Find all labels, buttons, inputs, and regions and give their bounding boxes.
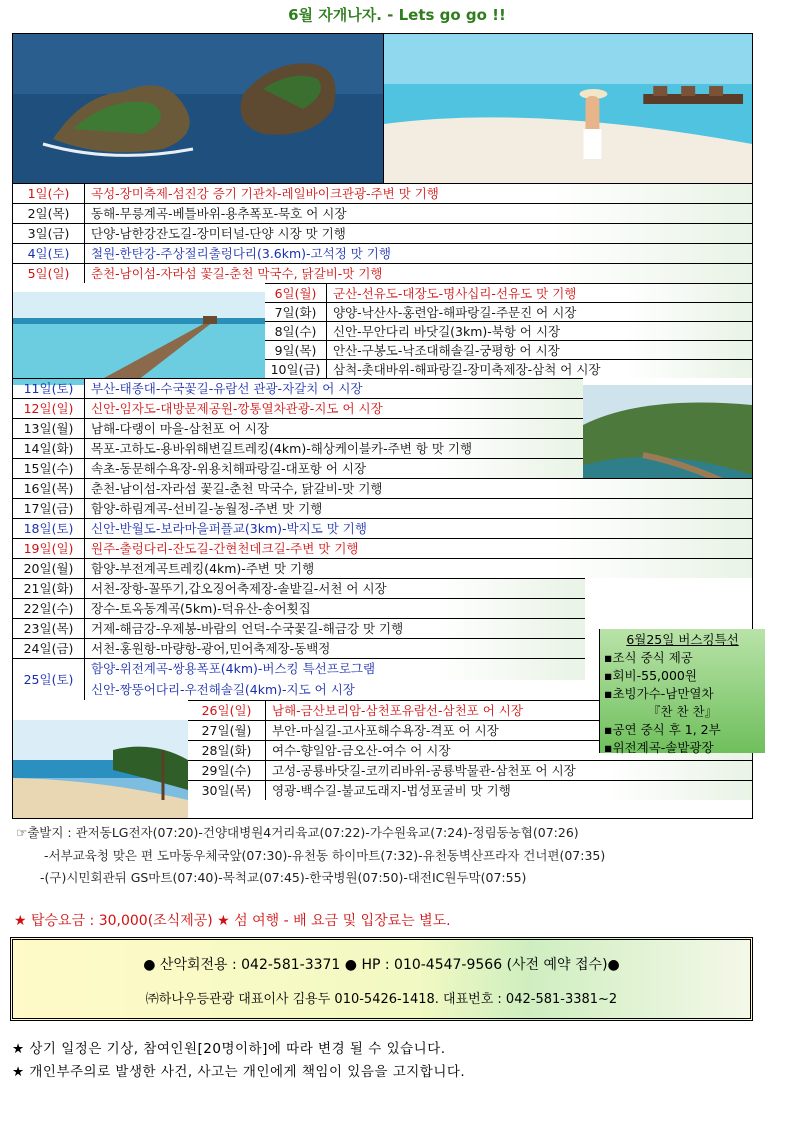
schedule-itinerary: 삼척-촛대바위-해파랑길-장미축제장-삼척 어 시장 <box>327 360 752 378</box>
schedule-day: 9일(목) <box>265 341 327 359</box>
schedule-row <box>13 638 585 658</box>
schedule-itinerary: 춘천-남이섬-자라섬 꽃길-춘천 막국수, 닭갈비-맛 기행 <box>85 264 752 283</box>
schedule-day: 26일(일) <box>188 701 266 720</box>
schedule-day: 28일(화) <box>188 741 266 760</box>
schedule-itinerary: 서천-장항-꼴뚜기,갑오징어축제장-솔밭길-서천 어 시장 <box>85 579 585 598</box>
schedule-day: 6일(월) <box>265 284 327 302</box>
schedule-day: 1일(수) <box>13 184 85 203</box>
company-line: ㈜하나우등관광 대표이사 김용두 010-5426-1418. 대표번호 : 042-581-3381~2 <box>145 992 618 1007</box>
schedule-day: 4일(토) <box>13 244 85 263</box>
busking-special-box <box>599 629 765 753</box>
schedule-itinerary: 부안-마실길-고사포해수욕장-격포 어 시장 <box>266 721 752 740</box>
fare-note: ★ 탑승요금 : 30,000(조식제공) ★ 섬 여행 - 배 요금 및 입장료는 별도. <box>14 913 451 929</box>
schedule-day: 22일(수) <box>13 599 85 618</box>
schedule-itinerary: 춘천-남이섬-자라섬 꽃길-춘천 막국수, 닭갈비-맛 기행 <box>85 479 752 498</box>
schedule-row <box>13 183 752 203</box>
schedule-day: 27일(월) <box>188 721 266 740</box>
schedule-row <box>265 283 752 302</box>
beach-woman-photo <box>383 34 752 183</box>
departure-line-2: -서부교육청 맞은 편 도마동우체국앞(07:30)-유천동 하이마트(7:32)-유천동벽산프라자 건너편(07:35) <box>44 848 606 863</box>
schedule-itinerary: 함양-하림계곡-선비길-농월정-주변 맛 기행 <box>85 499 752 518</box>
busking-line: ▪위전계곡-솔밭광장 <box>604 740 714 755</box>
pier-photo <box>13 292 265 385</box>
schedule-itinerary: 동해-무릉계곡-베틀바위-용추폭포-묵호 어 시장 <box>85 204 752 223</box>
schedule-itinerary: 고성-공룡바닷길-코끼리바위-공룡박물관-삼천포 어 시장 <box>266 761 752 780</box>
schedule-itinerary: 안산-구봉도-낙조대해솔길-궁평항 어 시장 <box>327 341 752 359</box>
schedule-day: 5일(일) <box>13 264 85 283</box>
islands-photo <box>13 34 383 183</box>
schedule-row <box>13 658 585 700</box>
schedule-day: 21일(화) <box>13 579 85 598</box>
schedule-itinerary: 남해-다랭이 마을-삼천포 어 시장 <box>85 419 583 438</box>
schedule-day: 18일(토) <box>13 519 85 538</box>
busking-line: ▪회비-55,000원 <box>604 668 697 683</box>
schedule-table <box>12 33 753 819</box>
footer-notice-2: ★ 개인부주의로 발생한 사건, 사고는 개인에게 책임이 있음을 고지합니다. <box>12 1064 466 1080</box>
schedule-row <box>13 243 752 263</box>
schedule-row <box>265 302 752 321</box>
schedule-itinerary: 목포-고하도-용바위해변길트레킹(4km)-해상케이블카-주변 항 맛 기행 <box>85 439 583 458</box>
busking-line: ▪공연 중식 후 1, 2부 <box>604 722 721 737</box>
schedule-row <box>13 478 752 498</box>
palm-beach-photo <box>13 720 188 818</box>
busking-heading: 6월25일 버스킹특선 <box>626 632 739 647</box>
schedule-row <box>13 578 585 598</box>
schedule-day: 10일(금) <box>265 360 327 378</box>
footer-notice-1: ★ 상기 일정은 기상, 참여인원[20명이하]에 따라 변경 될 수 있습니다. <box>12 1041 446 1057</box>
schedule-row <box>265 359 752 378</box>
schedule-itinerary: 영광-백수길-불교도래지-법성포굴비 맛 기행 <box>266 781 752 800</box>
schedule-day: 24일(금) <box>13 639 85 658</box>
page-title: 6월 자개나자. - Lets go go !! <box>288 6 506 24</box>
schedule-day: 29일(수) <box>188 761 266 780</box>
schedule-row <box>13 538 752 558</box>
schedule-row <box>13 418 583 438</box>
schedule-day: 25일(토) <box>13 659 85 700</box>
schedule-day: 17일(금) <box>13 499 85 518</box>
schedule-row <box>13 458 583 478</box>
schedule-itinerary: 부산-태종대-수국꽃길-유람선 관광-자갈치 어 시장 <box>85 379 583 398</box>
schedule-itinerary: 남해-금산보리암-삼천포유람선-삼천포 어 시장 <box>266 701 752 720</box>
schedule-day: 30일(목) <box>188 781 266 800</box>
schedule-day: 3일(금) <box>13 224 85 243</box>
contact-phone-line: ● 산악회전용 : 042-581-3371 ● HP : 010-4547-9566 (사전 예약 접수)● <box>143 957 620 973</box>
schedule-day: 12일(일) <box>13 399 85 418</box>
departure-line-1: ☞출발지 : 관저동LG전자(07:20)-건양대병원4거리육교(07:22)-가수원육교(7:24)-정림동농협(07:26) <box>16 825 579 840</box>
schedule-row <box>188 760 752 780</box>
schedule-day: 16일(목) <box>13 479 85 498</box>
busking-line: ▪조식 중식 제공 <box>604 650 693 665</box>
schedule-row <box>13 263 752 283</box>
schedule-day: 7일(화) <box>265 303 327 321</box>
schedule-row <box>13 598 585 618</box>
schedule-day: 13일(월) <box>13 419 85 438</box>
schedule-itinerary: 서천-홍원항-마량항-광어,민어축제장-동백정 <box>85 639 585 658</box>
schedule-itinerary: 거제-해금강-우제봉-바람의 언덕-수국꽃길-해금강 맛 기행 <box>85 619 585 638</box>
schedule-itinerary: 신안-무안다리 바닷길(3km)-북항 어 시장 <box>327 322 752 340</box>
contact-box <box>10 937 753 1021</box>
schedule-day: 23일(목) <box>13 619 85 638</box>
schedule-row <box>13 398 583 418</box>
schedule-itinerary: 철원-한탄강-주상절리출렁다리(3.6km)-고석정 맛 기행 <box>85 244 752 263</box>
schedule-itinerary: 군산-선유도-대장도-명사십리-선유도 맛 기행 <box>327 284 752 302</box>
schedule-day: 11일(토) <box>13 379 85 398</box>
schedule-itinerary: 신안-임자도-대방문제공원-깡통열차관광-지도 어 시장 <box>85 399 583 418</box>
schedule-itinerary: 원주-출렁다리-잔도길-간현천데크길-주변 맛 기행 <box>85 539 752 558</box>
schedule-row <box>265 340 752 359</box>
schedule-itinerary: 곡성-장미축제-섬진강 증기 기관차-레일바이크관광-주변 맛 기행 <box>85 184 752 203</box>
schedule-row <box>13 498 752 518</box>
schedule-row <box>13 378 583 398</box>
schedule-itinerary: 함양-부전계곡트레킹(4km)-주변 맛 기행 <box>85 559 752 578</box>
schedule-day: 8일(수) <box>265 322 327 340</box>
schedule-row <box>188 780 752 800</box>
schedule-day: 2일(목) <box>13 204 85 223</box>
busking-title: 『찬 찬 찬』 <box>647 704 718 719</box>
schedule-day: 19일(일) <box>13 539 85 558</box>
schedule-day: 14일(화) <box>13 439 85 458</box>
schedule-row <box>13 223 752 243</box>
schedule-itinerary: 양양-낙산사-홍련암-해파랑길-주문진 어 시장 <box>327 303 752 321</box>
schedule-itinerary: 여수-향일암-금오산-여수 어 시장 <box>266 741 752 760</box>
schedule-itinerary: 함양-위전계곡-쌍용폭포(4km)-버스킹 특선프로그램 <box>85 659 585 680</box>
schedule-row <box>13 438 583 458</box>
schedule-itinerary-2: 신안-짱뚱어다리-우전해솔길(4km)-지도 어 시장 <box>91 682 355 697</box>
schedule-day: 20일(월) <box>13 559 85 578</box>
departure-line-3: -(구)시민회관뒤 GS마트(07:40)-목척교(07:45)-한국병원(07:50)-대전IC원두막(07:55) <box>40 870 527 885</box>
schedule-itinerary: 단양-남한강잔도길-장미터널-단양 시장 맛 기행 <box>85 224 752 243</box>
schedule-day: 15일(수) <box>13 459 85 478</box>
busking-line: ▪초빙가수-남만열차 <box>604 686 714 701</box>
schedule-row <box>13 618 585 638</box>
schedule-itinerary: 신안-반월도-보라마을퍼플교(3km)-박지도 맛 기행 <box>85 519 752 538</box>
schedule-itinerary: 장수-토옥동계곡(5km)-덕유산-송어횟집 <box>85 599 585 618</box>
schedule-row <box>13 558 752 578</box>
schedule-row <box>265 321 752 340</box>
schedule-row <box>13 203 752 223</box>
schedule-itinerary: 속초-동문해수욕장-위용치해파랑길-대포항 어 시장 <box>85 459 583 478</box>
schedule-row <box>13 518 752 538</box>
